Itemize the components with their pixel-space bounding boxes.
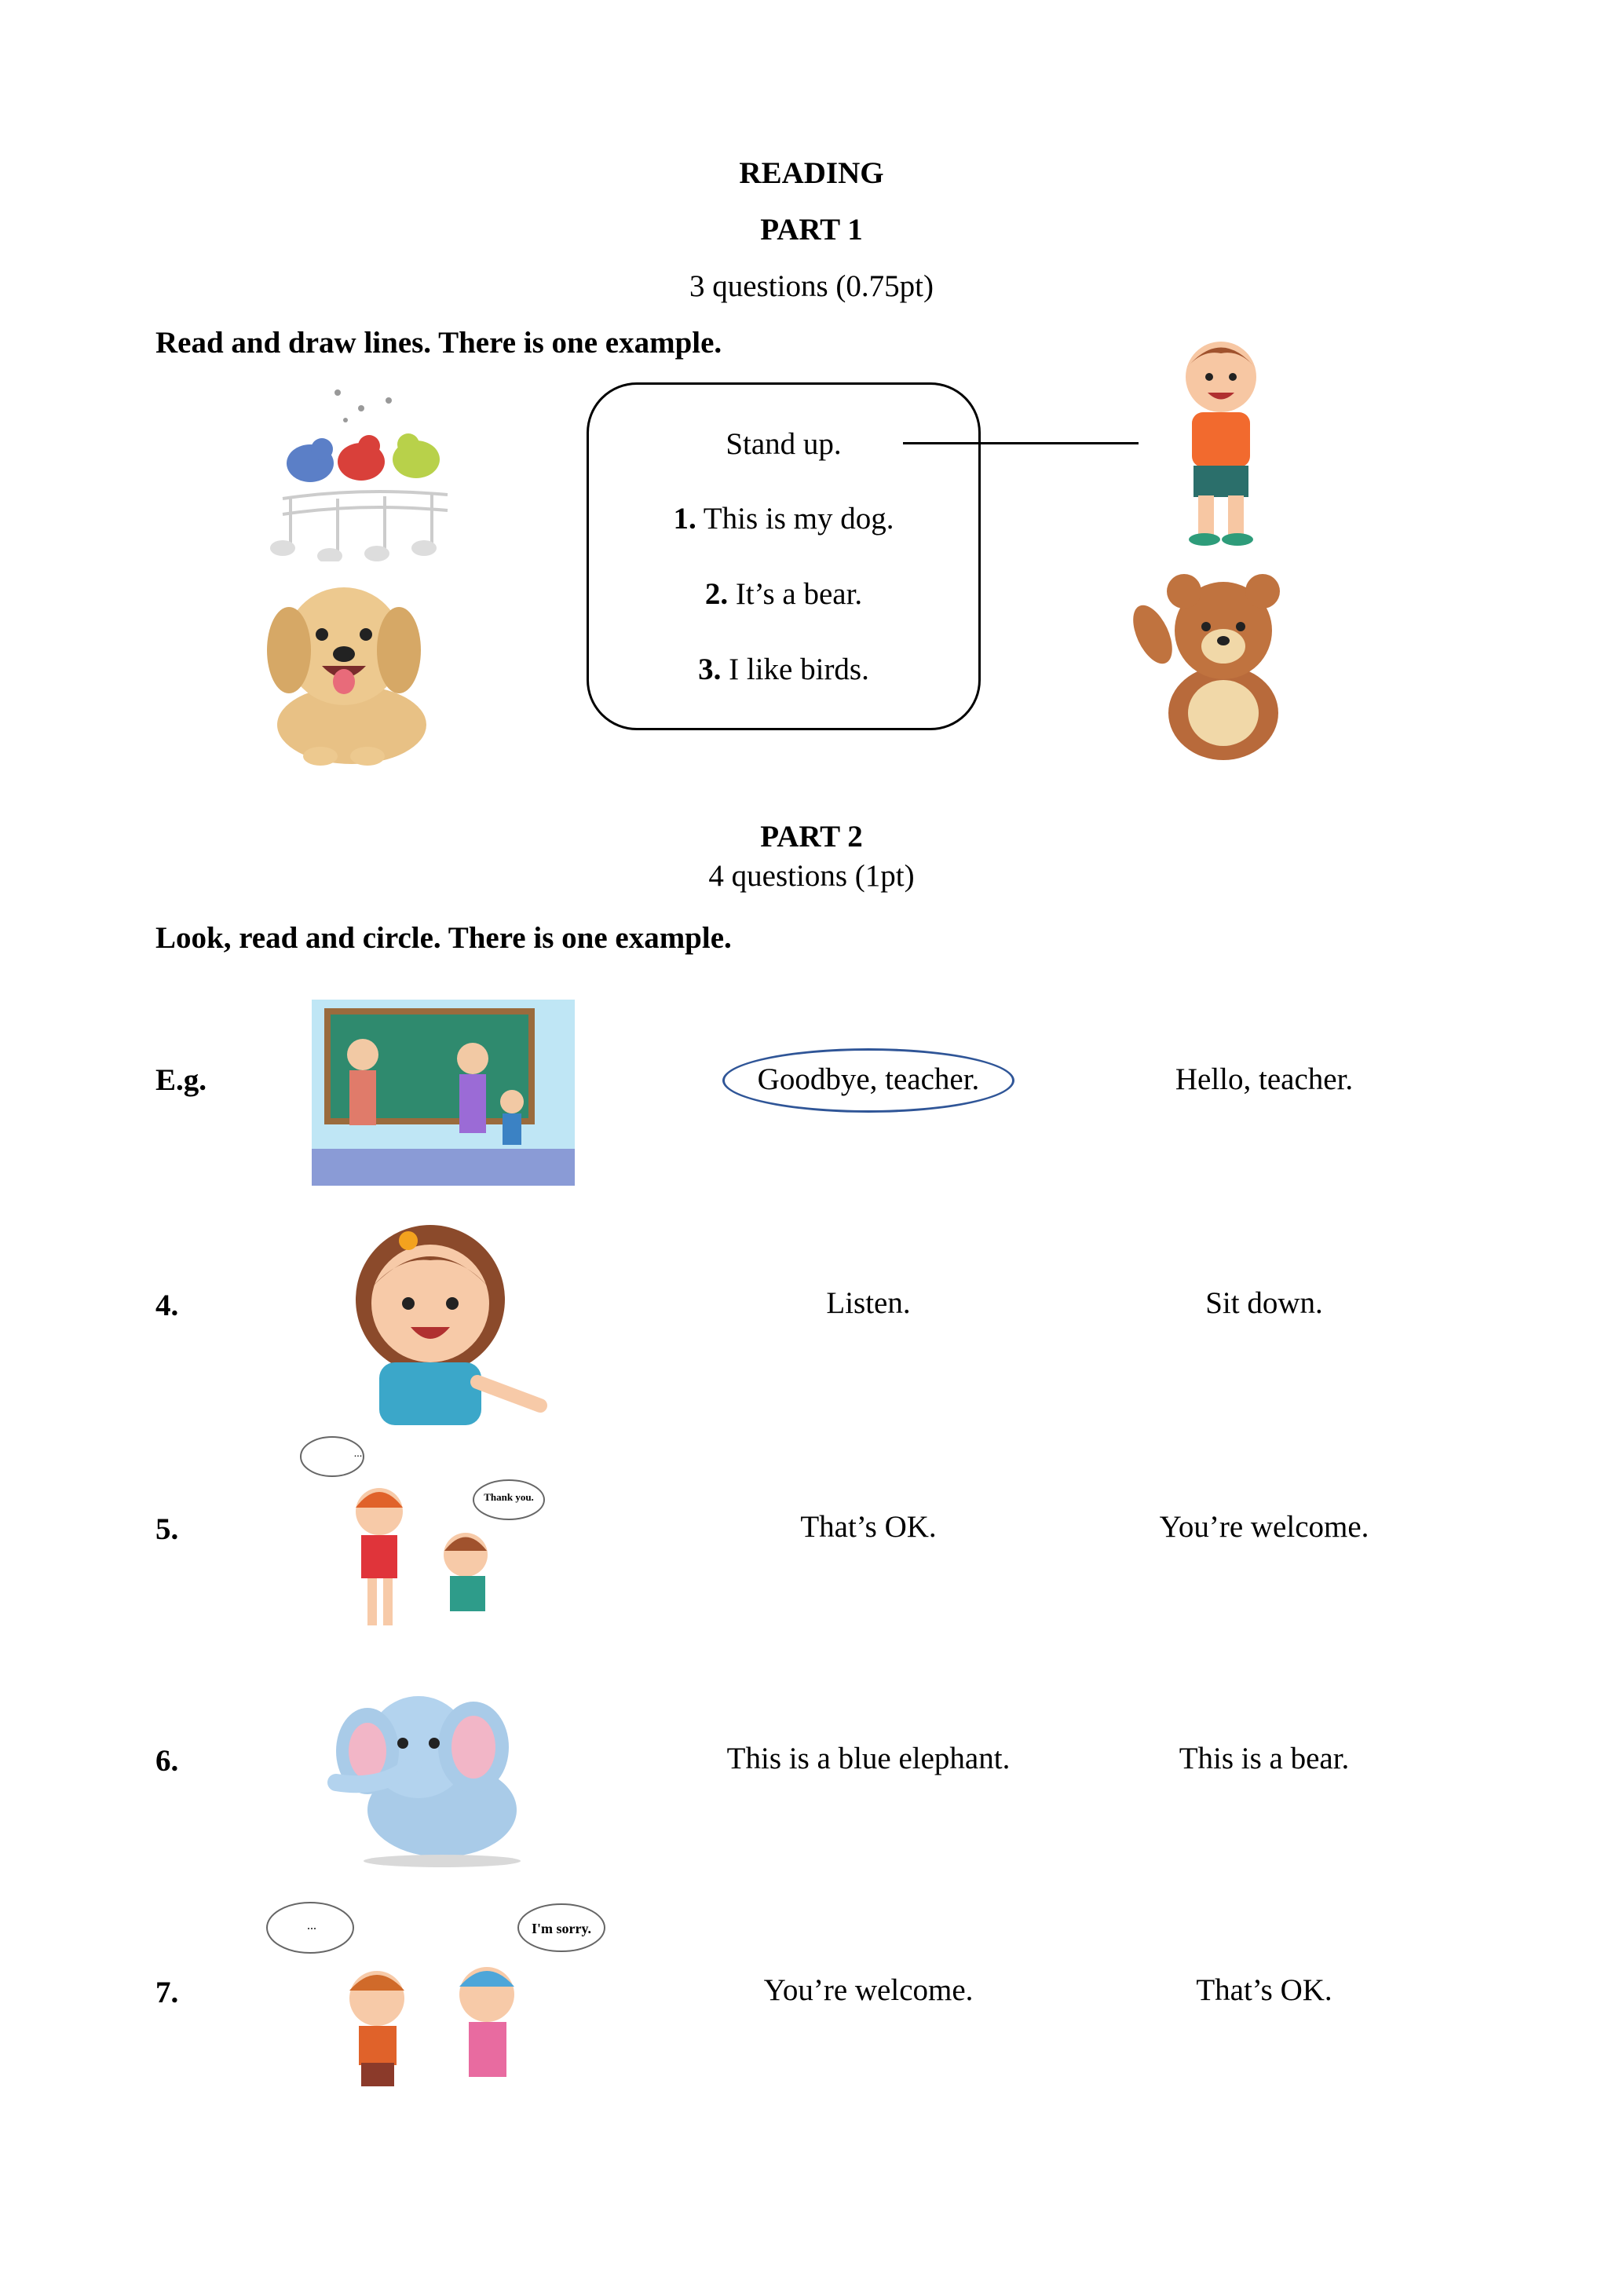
row-6-option-a: This is a blue elephant.: [726, 1742, 1011, 1775]
sentence-1-text: This is my dog.: [703, 502, 894, 536]
row-4-option-b: Sit down.: [1205, 1286, 1323, 1320]
part2-subtitle: 4 questions (1pt): [708, 859, 915, 893]
row-eg-number: E.g.: [155, 1063, 207, 1097]
boys-helping-picture: [297, 1433, 548, 1645]
part1-subtitle: 3 questions (0.75pt): [689, 269, 934, 303]
part1-title: PART 1: [760, 213, 863, 247]
row-7-number: 7.: [155, 1976, 179, 2009]
ellipsis-bubble-text: ...: [353, 1448, 363, 1460]
sentence-3-text: I like birds.: [729, 653, 869, 686]
part2-instruction: Look, read and circle. There is one example.: [155, 921, 732, 955]
row-6-option-b: This is a bear.: [1179, 1742, 1350, 1775]
part2-title: PART 2: [760, 820, 863, 854]
row-5-number: 5.: [155, 1512, 179, 1546]
classroom-picture: [312, 1000, 575, 1186]
thank-you-bubble-text: Thank you.: [484, 1491, 534, 1503]
sentence-2: [587, 576, 981, 612]
puppy-picture: [250, 572, 430, 768]
sentence-1: [587, 501, 981, 536]
sentence-2-num: 2.: [704, 577, 729, 611]
row-eg-option-a: Goodbye, teacher.: [757, 1062, 980, 1096]
bear-waving-picture: [1129, 564, 1298, 764]
row-5-option-a: That’s OK.: [800, 1510, 937, 1544]
boy-standing-picture: [1154, 334, 1288, 550]
birds-picture: [243, 377, 455, 561]
ellipsis-bubble-text: ...: [307, 1919, 316, 1932]
example-sentence: Stand up.: [726, 427, 842, 461]
row-eg-option-b: Hello, teacher.: [1175, 1062, 1354, 1096]
sentence-2-text: It’s a bear.: [735, 577, 863, 611]
row-7-option-a: You’re welcome.: [763, 1973, 974, 2007]
im-sorry-bubble-text: I'm sorry.: [532, 1921, 591, 1936]
row-4-option-a: Listen.: [826, 1286, 911, 1320]
example-match-line: [903, 442, 1139, 444]
row-4-number: 4.: [155, 1289, 179, 1322]
row-5-option-b: You’re welcome.: [1159, 1510, 1369, 1544]
sentence-1-num: 1.: [673, 502, 696, 536]
blue-elephant-picture: [313, 1673, 548, 1869]
girl-listening-picture: [313, 1217, 548, 1425]
part1-instruction: Read and draw lines. There is one example.: [155, 326, 722, 360]
sentence-3-num: 3.: [698, 653, 722, 686]
row-6-number: 6.: [155, 1744, 179, 1778]
row-7-option-b: That’s OK.: [1196, 1973, 1332, 2007]
sentence-3: [587, 652, 981, 687]
page-title: READING: [739, 156, 884, 190]
